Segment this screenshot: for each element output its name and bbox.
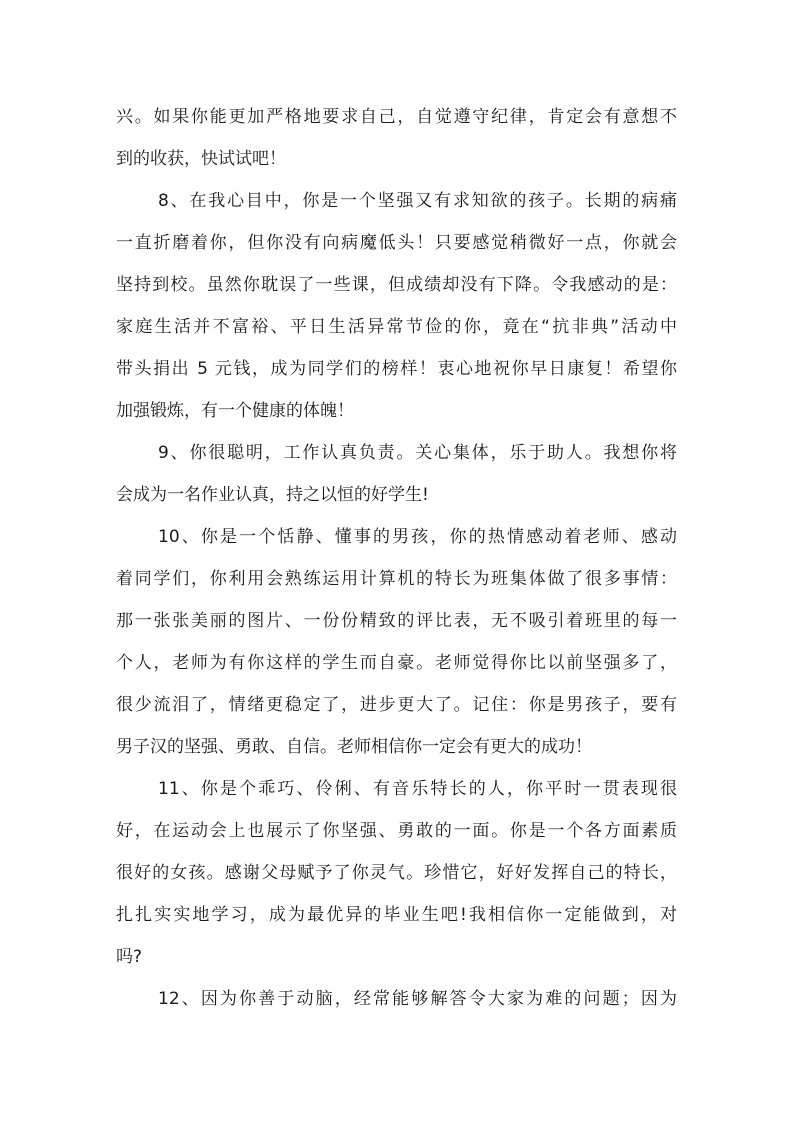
text-line: 着同学们，你利用会熟练运用计算机的特长为班集体做了很多事情： <box>116 569 677 589</box>
paragraph-12-start: 12、因为你善于动脑，经常能够解答令大家为难的问题；因为 <box>158 989 677 1009</box>
text-line: 会成为一名作业认真，持之以恒的好学生! <box>116 485 429 505</box>
text-line: 好，在运动会上也展示了你坚强、勇敢的一面。你是一个各方面素质 <box>116 821 677 841</box>
text-line: 坚持到校。虽然你耽误了一些课，但成绩却没有下降。令我感动的是： <box>116 275 677 295</box>
text-line: 带头捐出 5 元钱，成为同学们的榜样！衷心地祝你早日康复！希望你 <box>116 359 677 379</box>
text-line: 吗? <box>116 947 143 967</box>
text-line: 个人，老师为有你这样的学生而自豪。老师觉得你比以前坚强多了， <box>116 653 677 673</box>
text-line: 那一张张美丽的图片、一份份精致的评比表，无不吸引着班里的每一 <box>116 611 677 631</box>
text-line: 一直折磨着你，但你没有向病魔低头！只要感觉稍微好一点，你就会 <box>116 233 677 253</box>
text-line: 男子汉的坚强、勇敢、自信。老师相信你一定会有更大的成功！ <box>116 737 592 757</box>
text-line: 很少流泪了，情绪更稳定了，进步更大了。记住：你是男孩子，要有 <box>116 695 677 715</box>
paragraph-8-start: 8、在我心目中，你是一个坚强又有求知欲的孩子。长期的病痛 <box>158 191 677 211</box>
paragraph-10-start: 10、你是一个恬静、懂事的男孩，你的热情感动着老师、感动 <box>158 527 677 547</box>
text-line: 兴。如果你能更加严格地要求自己，自觉遵守纪律，肯定会有意想不 <box>116 107 677 127</box>
text-line: 到的收获，快试试吧！ <box>116 149 286 169</box>
text-line: 扎扎实实地学习，成为最优异的毕业生吧!我相信你一定能做到，对 <box>116 905 677 925</box>
paragraph-9-start: 9、你很聪明，工作认真负责。关心集体，乐于助人。我想你将 <box>158 443 677 463</box>
text-line: 很好的女孩。感谢父母赋予了你灵气。珍惜它，好好发挥自己的特长， <box>116 863 677 883</box>
text-line: 家庭生活并不富裕、平日生活异常节俭的你，竟在“抗非典”活动中 <box>116 317 677 337</box>
text-line: 加强锻炼，有一个健康的体魄！ <box>116 401 354 421</box>
paragraph-11-start: 11、你是个乖巧、伶俐、有音乐特长的人，你平时一贯表现很 <box>158 779 677 799</box>
